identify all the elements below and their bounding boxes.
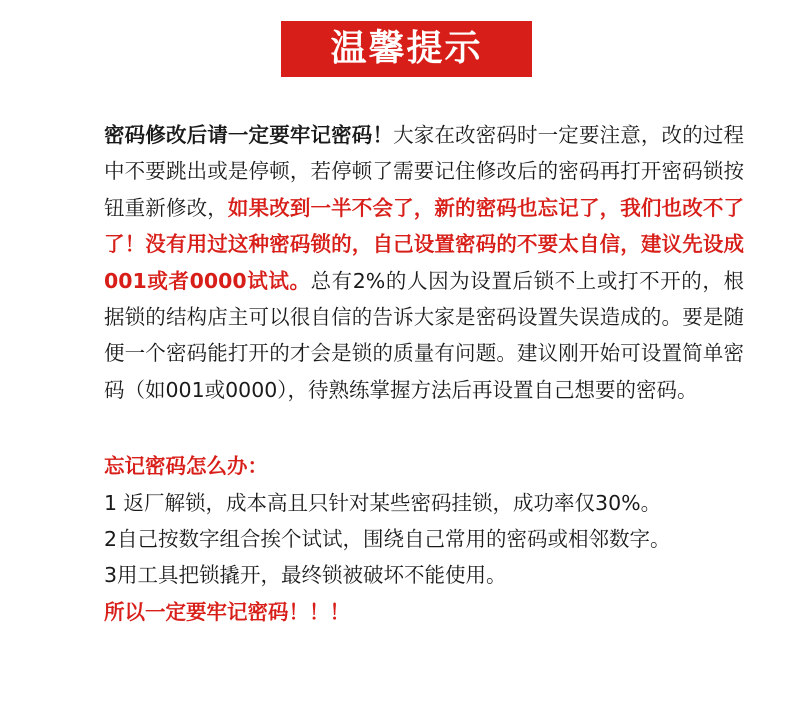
forgot-password-section (104, 448, 744, 630)
forgot-item-3: 3用工具把锁撬开，最终锁被破坏不能使用。 (104, 563, 507, 588)
forgot-heading: 忘记密码怎么办： (104, 454, 268, 479)
lead-warning: 密码修改后请一定要牢记密码！ (104, 123, 394, 147)
page-title-banner (281, 21, 532, 77)
paragraph-text-1: 大家在改密码时一定要注意，改的过程中不要跳出或是停顿，若停顿了需要记住修改后的密码再打开密码锁按钮重新修改， (104, 123, 745, 220)
page-title: 温馨提示 (330, 28, 483, 69)
red-warning: 如果改到一半不会了，新的密码也忘记了，我们也改不了了！没有用过这种密码锁的，自己设置密码的不要太自信，建议先设成001或者0000试试。 (104, 195, 745, 293)
notice-paragraph (104, 117, 744, 408)
notice-content (104, 117, 744, 630)
forgot-item-1: 1 返厂解锁，成本高且只针对某些密码挂锁，成功率仅30%。 (104, 490, 662, 515)
paragraph-text-2: 总有2%的人因为设置后锁不上或打不开的，根据锁的结构店主可以很自信的告诉大家是密码设置失误造成的。要是随便一个密码能打开的才会是锁的质量有问题。建议刚开始可设置简单密码（如001或0000），待熟练掌握方法后再设置自己想要的密码。 (104, 268, 744, 402)
closing-warning: 所以一定要牢记密码！！！ (104, 599, 350, 624)
forgot-item-2: 2自己按数字组合挨个试试，围绕自己常用的密码或相邻数字。 (104, 527, 671, 552)
